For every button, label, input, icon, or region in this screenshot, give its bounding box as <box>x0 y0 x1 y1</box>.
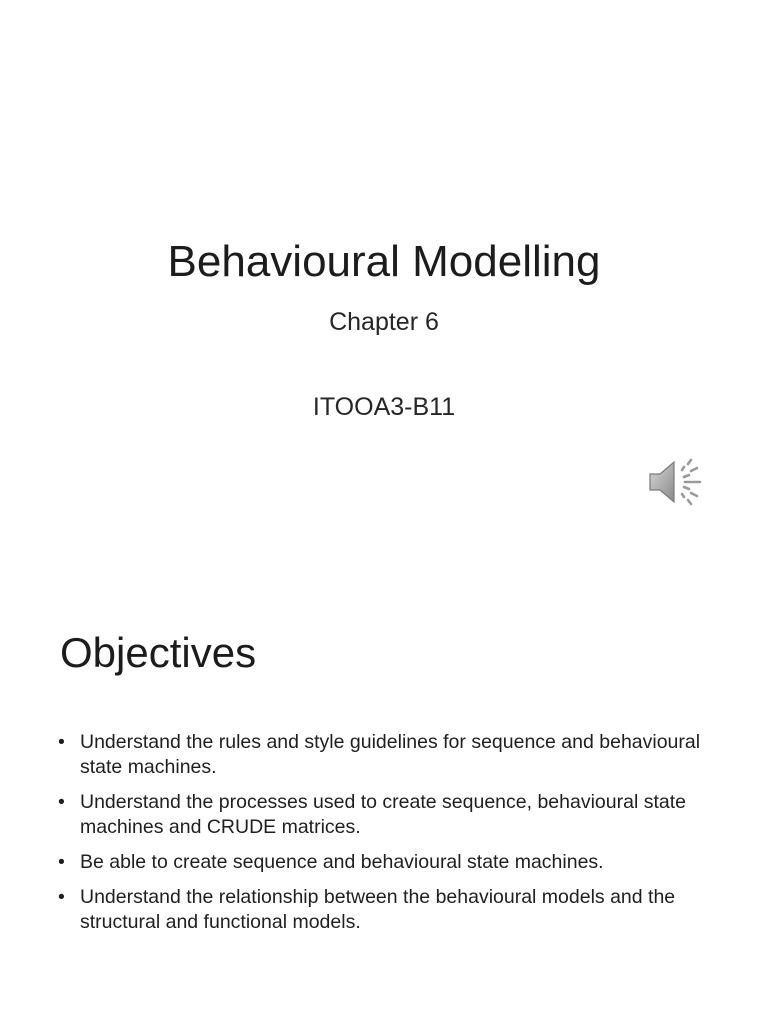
objective-text: Understand the relationship between the behavioural models and the structural and functional models. <box>80 886 676 933</box>
bullet-glyph: • <box>58 851 65 873</box>
objectives-slide <box>0 590 768 1024</box>
objectives-list <box>58 730 718 945</box>
objective-text: Be able to create sequence and behavioural state machines. <box>80 851 604 873</box>
objective-text: Understand the rules and style guidelines for sequence and behavioural state machines. <box>80 731 701 778</box>
objectives-title: Objectives <box>60 629 257 676</box>
bullet-glyph: • <box>58 731 65 753</box>
objective-item <box>58 885 718 935</box>
objective-item <box>58 790 718 840</box>
bullet-glyph: • <box>58 791 65 813</box>
objective-item <box>58 850 718 875</box>
objective-item <box>58 730 718 780</box>
objective-text: Understand the processes used to create sequence, behavioural state machines and CRUDE matrices. <box>80 791 686 838</box>
speaker-icon[interactable] <box>646 456 702 508</box>
slide-title: Behavioural Modelling <box>167 237 601 286</box>
chapter-subtitle: Chapter 6 <box>329 308 439 336</box>
bullet-glyph: • <box>58 886 65 908</box>
course-code: ITOOA3-B11 <box>312 393 456 421</box>
